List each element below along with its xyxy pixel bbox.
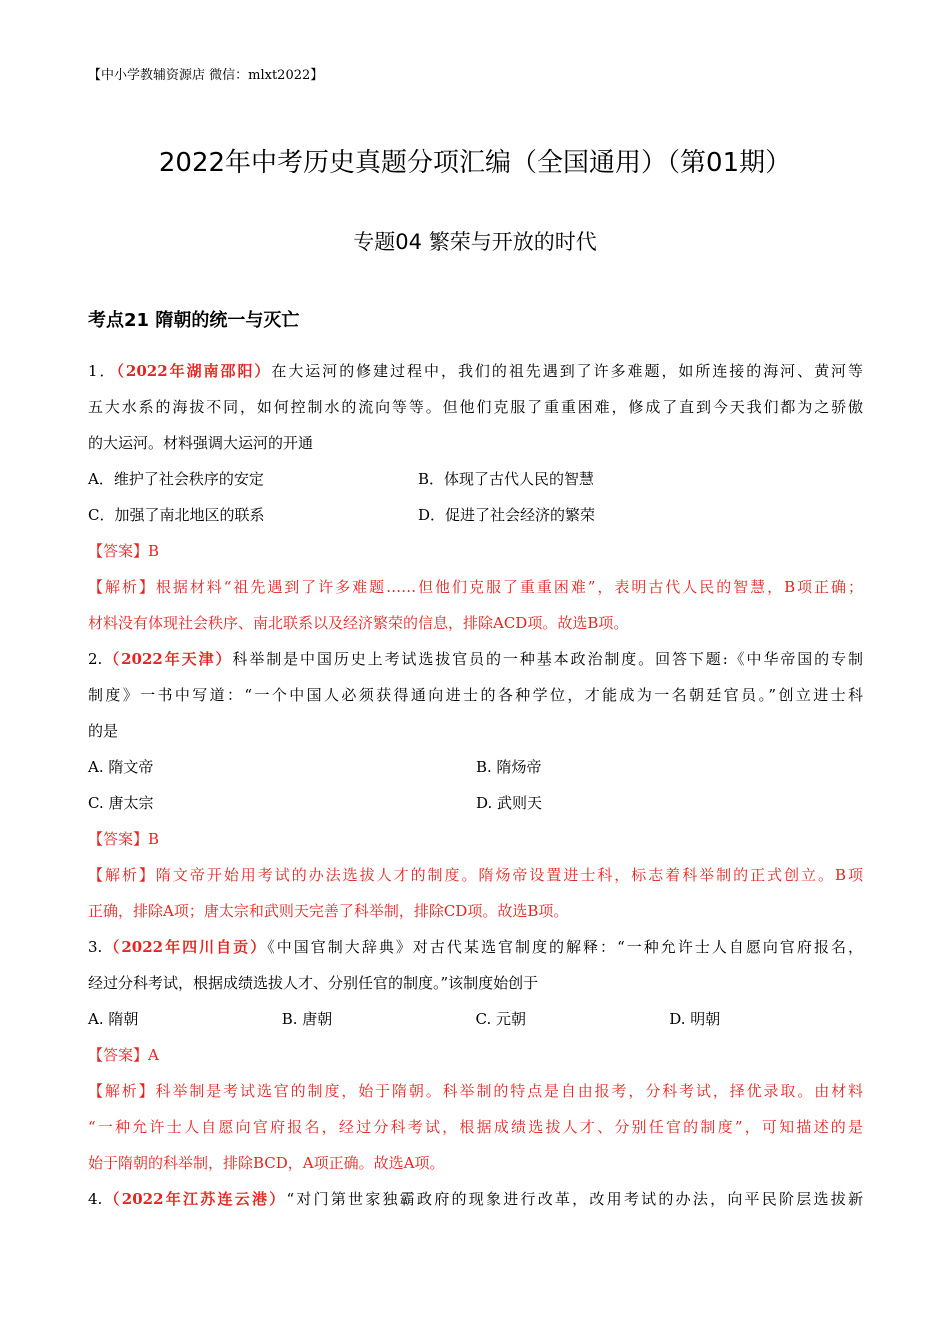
question-4: [88, 1181, 863, 1217]
section-heading: 考点21 隋朝的统一与灭亡: [88, 310, 300, 331]
question-list: [88, 353, 863, 1217]
question-1: [88, 353, 863, 641]
option-c: C. 唐太宗: [88, 794, 154, 812]
question-number: 1．: [88, 362, 117, 380]
question-stem-line: [88, 929, 863, 965]
question-source: （2022年江苏连云港）: [102, 1190, 287, 1208]
options-row: [88, 785, 863, 821]
answer-line: 【答案】A: [88, 1046, 159, 1064]
stem-text: “对门第世家独霸政府的现象进行改革，改用考试的办法，向平民阶层选拔新: [286, 1190, 863, 1208]
option-b: B. 隋炀帝: [476, 758, 542, 776]
question-stem-line: 的是: [88, 722, 119, 740]
answer-line: 【答案】B: [88, 542, 160, 560]
option-c: C. 元朝: [475, 1010, 526, 1028]
option-a: A. 隋文帝: [88, 758, 154, 776]
question-2: [88, 641, 863, 929]
stem-text: 科举制是中国历史上考试选拔官员的一种基本政治制度。回答下题:《中华帝国的专制: [232, 650, 863, 668]
analysis-line: 材料没有体现社会秩序、南北联系以及经济繁荣的信息，排除ACD项。故选B项。: [88, 614, 629, 632]
option-a: A．维护了社会秩序的安定: [88, 470, 264, 488]
option-d: D．促进了社会经济的繁荣: [418, 506, 596, 524]
question-stem-line: 制度》一书中写道：“一个中国人必须获得通向进士的各种学位，才能成为一名朝廷官员。”创立进士科: [88, 686, 863, 704]
question-stem-line: 经过分科考试，根据成绩选拔人才、分别任官的制度。”该制度始创于: [88, 974, 539, 992]
question-number: 4.: [88, 1190, 103, 1208]
option-d: D. 明朝: [669, 1010, 721, 1028]
options-row: [88, 749, 863, 785]
stem-text: 《中国官制大辞典》对古代某选官制度的解释：“一种允许士人自愿向官府报名，: [267, 938, 863, 956]
question-stem-line: 五大水系的海拔不同，如何控制水的流向等等。但他们克服了重重困难，修成了直到今天我们都为之骄傲: [88, 398, 863, 416]
options-row: [88, 1001, 863, 1037]
watermark-text: 【中小学教辅资源店 微信：mlxt2022】: [88, 68, 324, 83]
question-number: 2.: [88, 650, 103, 668]
answer-line: 【答案】B: [88, 830, 160, 848]
analysis-line: 始于隋朝的科举制，排除BCD，A项正确。故选A项。: [88, 1154, 445, 1172]
option-a: A. 隋朝: [88, 1010, 139, 1028]
option-c: C．加强了南北地区的联系: [88, 506, 265, 524]
options-row: [88, 497, 863, 533]
question-source: （2022年四川自贡）: [102, 938, 268, 956]
analysis-line: 【解析】隋文帝开始用考试的办法选拔人才的制度。隋炀帝设置进士科，标志着科举制的正式创立。B项: [88, 866, 863, 884]
question-stem-line: [88, 353, 863, 389]
question-stem-line: [88, 1181, 863, 1217]
option-d: D. 武则天: [476, 794, 543, 812]
option-b: B. 唐朝: [281, 1010, 333, 1028]
option-b: B．体现了古代人民的智慧: [418, 470, 595, 488]
question-3: [88, 929, 863, 1181]
question-source: （2022年天津）: [102, 650, 233, 668]
analysis-line: 【解析】根据材料“祖先遇到了许多难题……但他们克服了重重困难”，表明古代人民的智慧，B项正确；: [88, 578, 863, 596]
question-source: （2022年湖南邵阳）: [116, 362, 272, 380]
question-number: 3.: [88, 938, 103, 956]
document-title: 2022年中考历史真题分项汇编（全国通用）（第01期）: [158, 148, 792, 178]
topic-subtitle: 专题04 繁荣与开放的时代: [353, 230, 597, 254]
question-stem-line: 的大运河。材料强调大运河的开通: [88, 434, 314, 452]
options-row: [88, 461, 863, 497]
stem-text: 在大运河的修建过程中，我们的祖先遇到了许多难题，如所连接的海河、黄河等: [271, 362, 863, 380]
analysis-line: “一种允许士人自愿向官府报名，经过分科考试，根据成绩选拔人才、分别任官的制度”，可知描述的是: [88, 1118, 863, 1136]
question-stem-line: [88, 641, 863, 677]
analysis-line: 【解析】科举制是考试选官的制度，始于隋朝。科举制的特点是自由报考，分科考试，择优录取。由材料: [88, 1082, 863, 1100]
analysis-line: 正确，排除A项；唐太宗和武则天完善了科举制，排除CD项。故选B项。: [88, 902, 569, 920]
